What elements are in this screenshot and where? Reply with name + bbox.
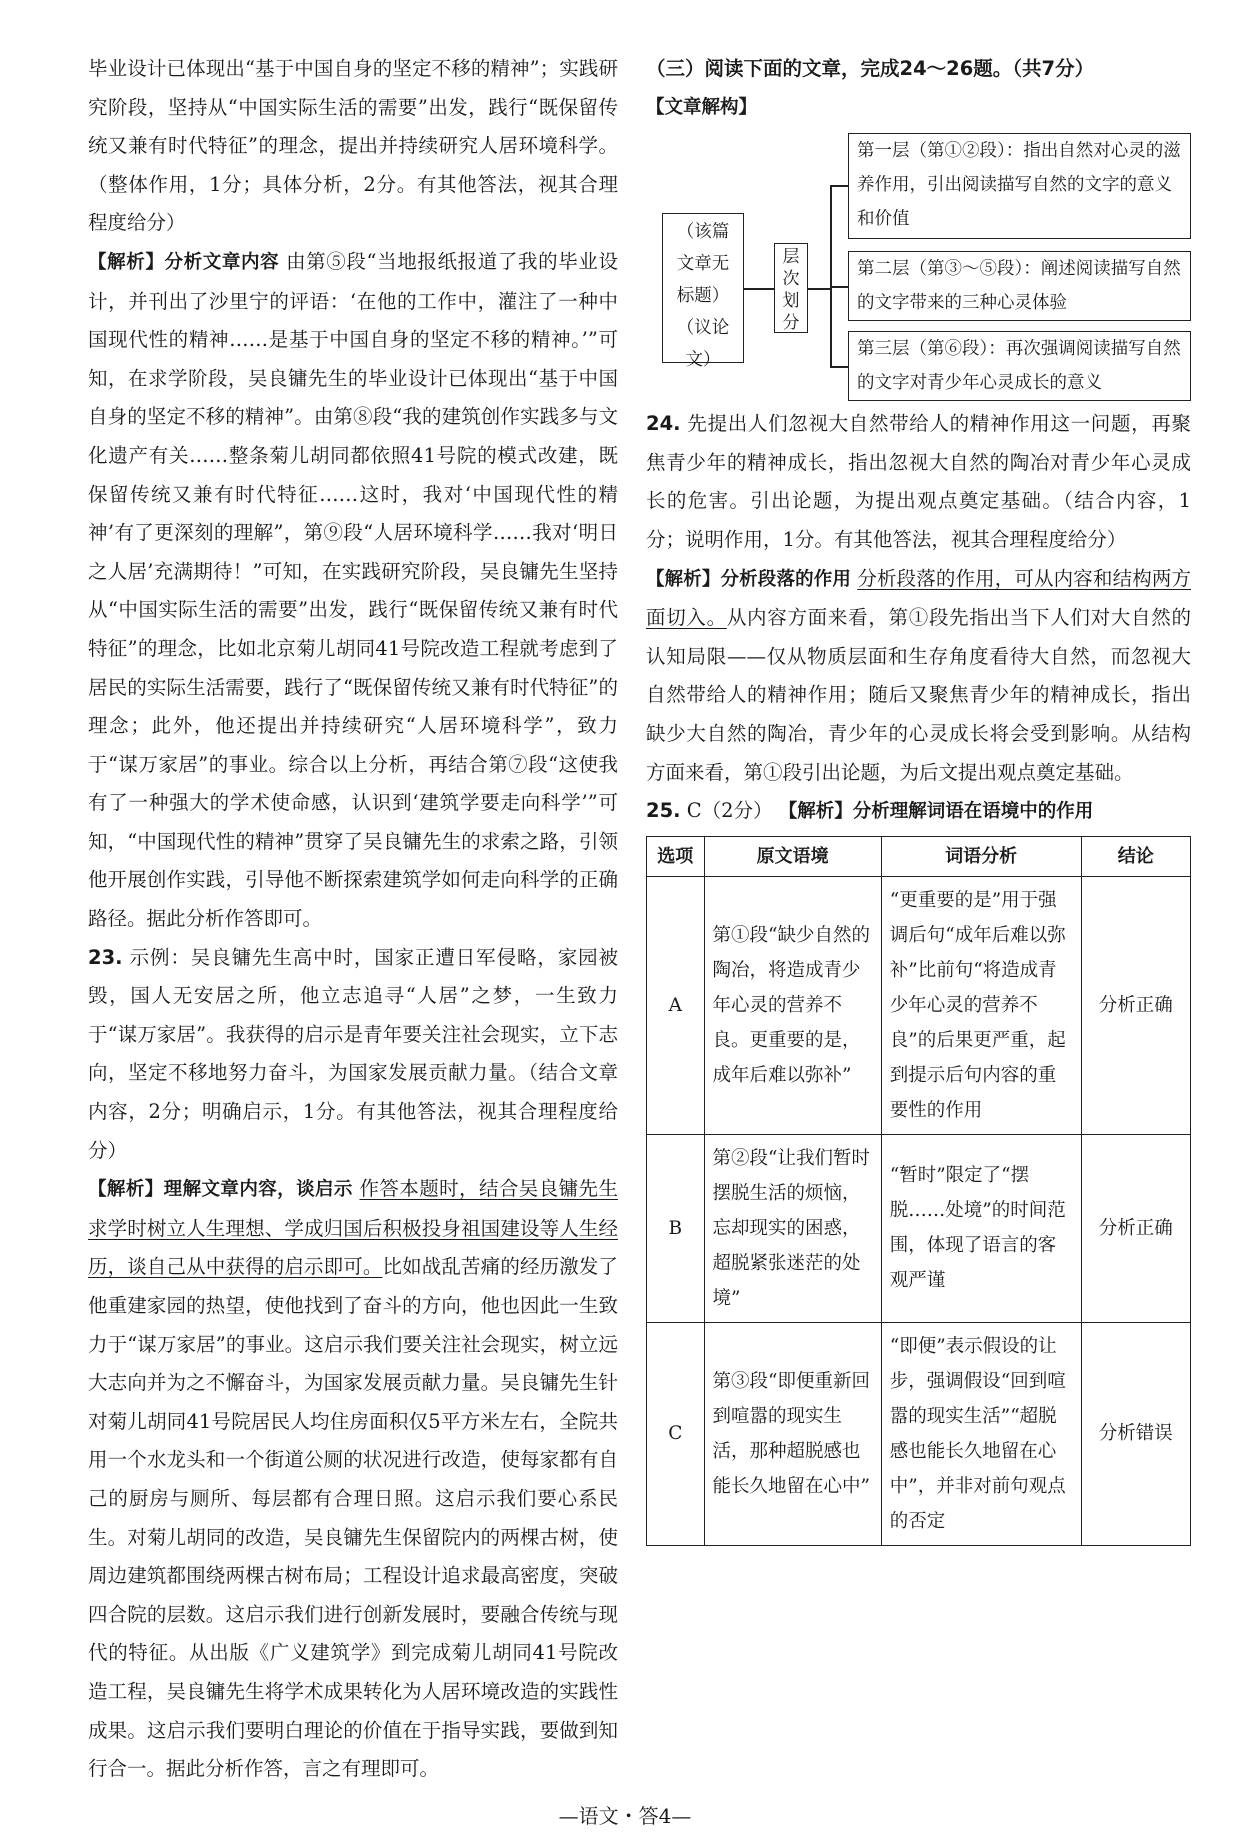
analysis-cell: “更重要的是”用于强调后句“成年后难以弥补”比前句“将造成青少年心灵的营养不良”的后果更严重，起到提示后句内容的重要性的作用 [881,876,1081,1134]
diagram-mid-box: 层次划分 [774,243,808,333]
diagram-layer-1: 第一层（第①②段）：指出自然对心灵的滋养作用，引出阅读描写自然的文字的意义和价值 [848,133,1191,239]
q23-underlined-text: 作答本题时，结合吴良镛先生求学时树立人生理想、学成归国后积极投身祖国建设等人生经历，谈自己从中获得的启示即可。 [88,1177,618,1279]
q23-analysis [88,1170,618,1789]
structure-diagram [646,133,1191,401]
left-column [88,50,618,1789]
table-header: 原文语境 [704,836,881,876]
analysis-cell: “即便”表示假设的让步，强调假设“回到喧嚣的现实生活”“超脱感也能长久地留在心中”，并非对前句观点的否定 [881,1322,1081,1545]
context-cell: 第②段“让我们暂时摆脱生活的烦恼，忘却现实的困惑，超脱紧张迷茫的处境” [704,1134,881,1322]
q24-analysis-text: 从内容方面来看，第①段先指出当下人们对大自然的认知局限——仅从物质层面和生存角度看待大自然，而忽视大自然带给人的精神作用；随后又聚焦青少年的精神成长，指出缺少大自然的陶冶，青少年的心灵成长将会受到影响。从结构方面来看，第①段引出论题，为后文提出观点奠定基础。 [646,606,1191,784]
analysis-table [646,836,1191,1546]
result-cell: 分析正确 [1081,876,1191,1134]
table-header-row [647,836,1191,876]
section-title: （三）阅读下面的文章，完成24～26题。（共7分） [646,57,1095,80]
diagram-layer-3: 第三层（第⑥段）：再次强调阅读描写自然的文字对青少年心灵成长的意义 [848,331,1191,401]
q23-answer [88,939,618,1171]
context-cell: 第①段“缺少自然的陶冶，将造成青少年心灵的营养不良。更重要的是，成年后难以弥补” [704,876,881,1134]
analysis-tag: 【解析】分析理解词语在语境中的作用 [778,801,1094,823]
q24-underlined-text: 分析段落的作用，可从内容和结构两方面切入。 [646,566,1191,630]
question-number: 23. [88,945,123,969]
q22-answer-continued: 毕业设计已体现出“基于中国自身的坚定不移的精神”；实践研究阶段，坚持从“中国实际生活的需要”出发，践行“既保留传统又兼有时代特征”的理念，提出并持续研究人居环境科学。（整体作用，1分；具体分析，2分。有其他答法，视其合理程度给分） [88,57,618,235]
q25-answer-choice: C（2分） [686,799,773,823]
table-header: 选项 [647,836,705,876]
table-row [647,876,1191,1134]
result-cell: 分析正确 [1081,1134,1191,1322]
q24-answer [646,405,1191,559]
result-cell: 分析错误 [1081,1322,1191,1545]
q23-answer-text: 示例：吴良镛先生高中时，国家正遭日军侵略，家园被毁，国人无安居之所，他立志追寻“人居”之梦，一生致力于“谋万家居”。我获得的启示是青年要关注社会现实，立下志向，坚定不移地努力奋斗，为国家发展贡献力量。（结合文章内容，2分；明确启示，1分。有其他答法，视其合理程度给分） [88,945,618,1162]
option-cell: A [647,876,705,1134]
analysis-tag: 【解析】分析文章内容 [88,251,280,273]
structure-tag: 【文章解构】 [646,96,758,118]
q22-analysis-text: 由第⑤段“当地报纸报道了我的毕业设计，并刊出了沙里宁的评语：‘在他的工作中，灌注了一种中国现代性的精神……是基于中国自身的坚定不移的精神。’”可知，在求学阶段，吴良镛先生的毕业设计已体现出“基于中国自身的坚定不移的精神”。由第⑧段“我的建筑创作实践多与文化遗产有关……整条菊儿胡同都依照41号院的模式改建，既保留传统又兼有时代特征……这时，我对‘中国现代性的精神’有了更深刻的理解”，第⑨段“人居环境科学……我对‘明日之人居’充满期待！”可知，在实践研究阶段，吴良镛先生坚持从“中国实际生活的需要”出发，践行“既保留传统又兼有时代特征”的理念，比如北京菊儿胡同41号院改造工程就考虑到了居民的实际生活需要，践行了“既保留传统又兼有时代特征”的理念；此外，他还提出并持续研究“人居环境科学”，致力于“谋万家居”的事业。综合以上分析，再结合第⑦段“这使我有了一种强大的学术使命感，认识到‘建筑学要走向科学’”可知，“中国现代性的精神”贯穿了吴良镛先生的求索之路，引领他开展创作实践，引导他不断探索建筑学如何走向科学的正确路径。据此分析作答即可。 [88,249,618,931]
q24-answer-text: 先提出人们忽视大自然带给人的精神作用这一问题，再聚焦青少年的精神成长，指出忽视大自然的陶冶对青少年心灵成长的危害。引出论题，为提出观点奠定基础。（结合内容，1分；说明作用，1分。有其他答法，视其合理程度给分） [646,412,1191,551]
page-footer: —语文・答4— [558,1804,692,1828]
table-row [647,1322,1191,1545]
right-column [646,50,1191,1546]
table-row [647,1134,1191,1322]
question-number: 25. [646,799,681,823]
analysis-tag: 【解析】理解文章内容，谈启示 [88,1179,353,1201]
q25-answer [646,792,1191,832]
q24-analysis [646,560,1191,793]
option-cell: B [647,1134,705,1322]
table-header: 结论 [1081,836,1191,876]
diagram-layer-2: 第二层（第③～⑤段）：阐述阅读描写自然的文字带来的三种心灵体验 [848,251,1191,321]
analysis-cell: “暂时”限定了“摆脱……处境”的时间范围，体现了语言的客观严谨 [881,1134,1081,1322]
question-number: 24. [646,412,681,436]
option-cell: C [647,1322,705,1545]
table-header: 词语分析 [881,836,1081,876]
diagram-root-box: （该篇文章无标题）（议论文） [662,213,744,363]
context-cell: 第③段“即便重新回到喧嚣的现实生活，那种超脱感也能长久地留在心中” [704,1322,881,1545]
q22-analysis [88,243,618,939]
q23-analysis-text: 比如战乱苦痛的经历激发了他重建家园的热望，使他找到了奋斗的方向，他也因此一生致力于“谋万家居”的事业。这启示我们要关注社会现实，树立远大志向并为之不懈奋斗，为国家发展贡献力量。吴良镛先生针对菊儿胡同41号院居民人均住房面积仅5平方米左右，全院共用一个水龙头和一个街道公厕的状况进行改造，使每家都有自己的厨房与厕所、每层都有合理日照。这启示我们要心系民生。对菊儿胡同的改造，吴良镛先生保留院内的两棵古树，使周边建筑都围绕两棵古树布局；工程设计追求最高密度，突破四合院的层数。这启示我们进行创新发展时，要融合传统与现代的特征。从出版《广义建筑学》到完成菊儿胡同41号院改造工程，吴良镛先生将学术成果转化为人居环境改造的实践性成果。这启示我们要明白理论的价值在于指导实践，要做到知行合一。据此分析作答，言之有理即可。 [88,1255,618,1781]
analysis-tag: 【解析】分析段落的作用 [646,568,851,590]
